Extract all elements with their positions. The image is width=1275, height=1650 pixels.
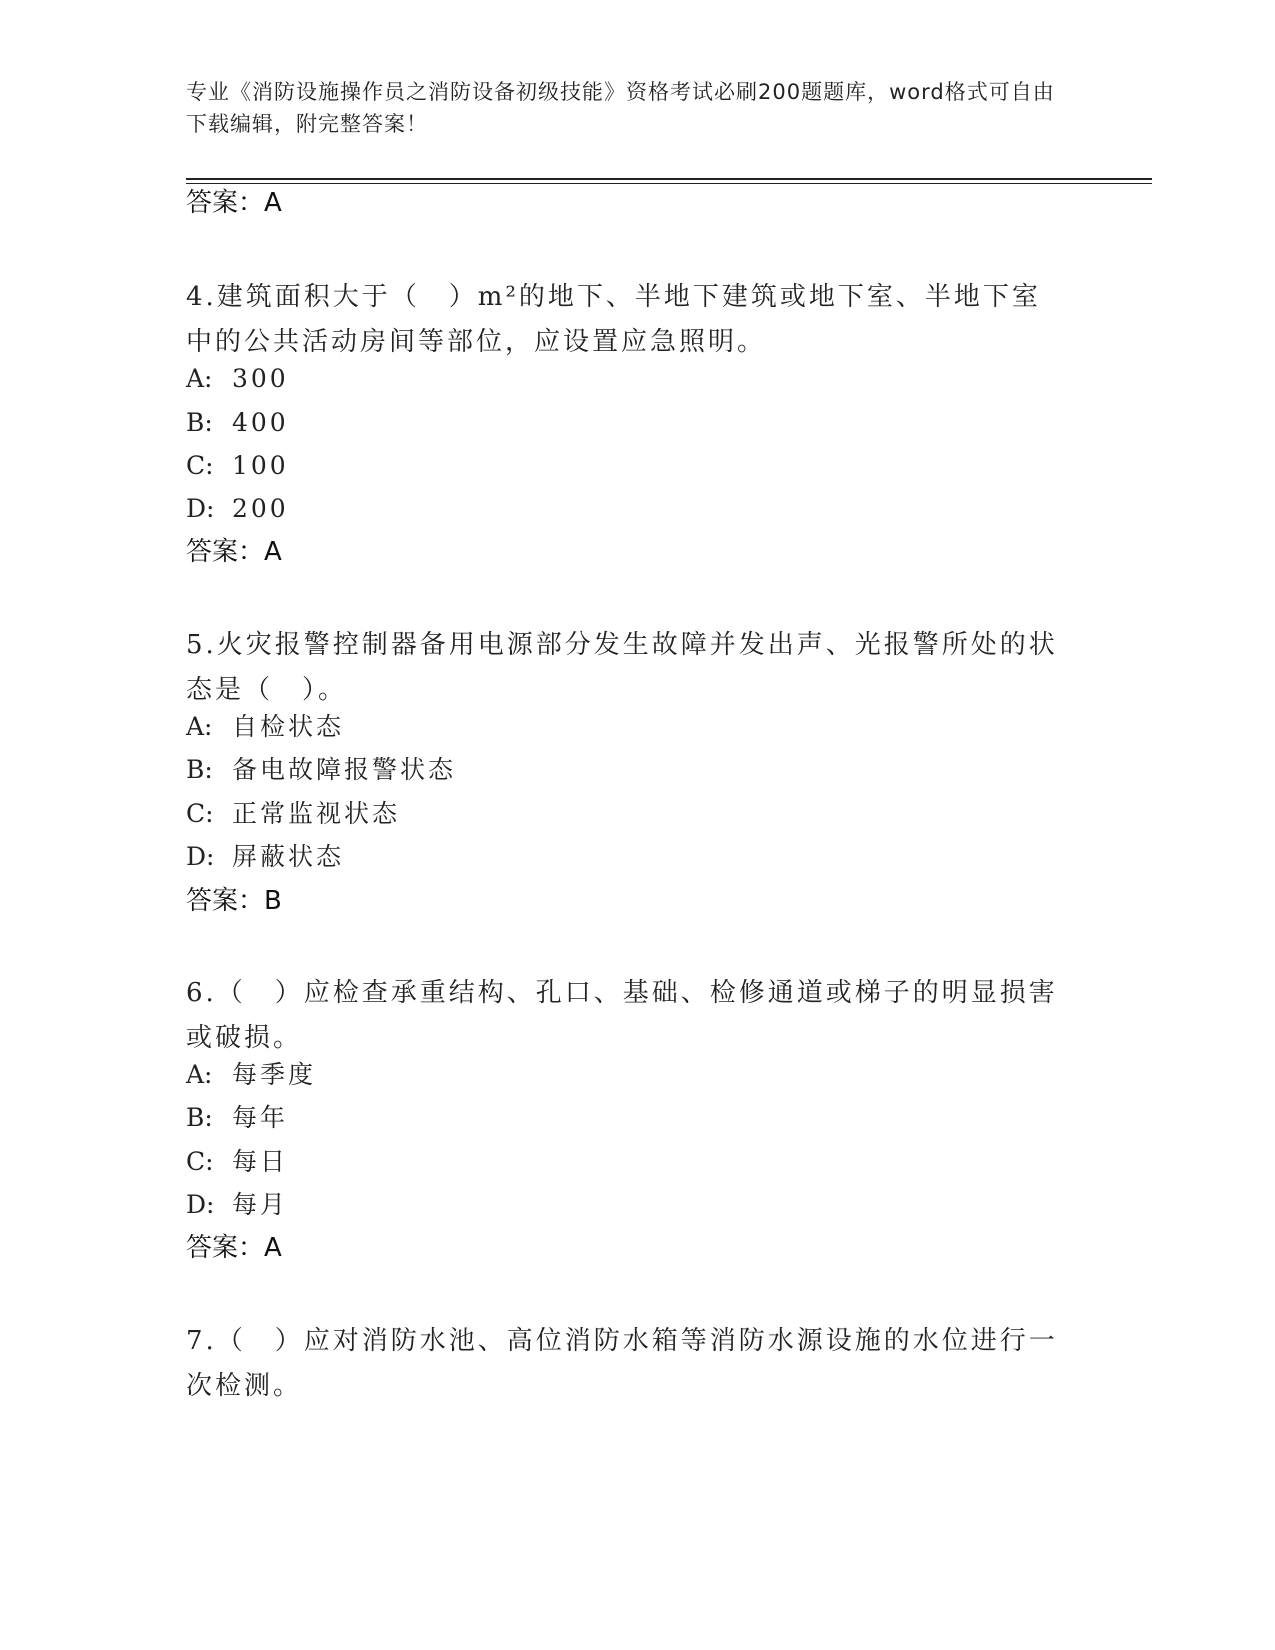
option-key: A:: [186, 712, 213, 741]
question-4-option-c: [186, 449, 289, 483]
question-6-stem: 6.（ ）应检查承重结构、孔口、基础、检修通道或梯子的明显损害或破损。: [186, 978, 1058, 1053]
question-5-answer: 答案：B: [186, 886, 282, 916]
option-text: 每季度: [232, 1060, 317, 1089]
option-key: A:: [186, 1060, 213, 1089]
option-key: C:: [186, 1147, 214, 1176]
document-header: 专业《消防设施操作员之消防设备初级技能》资格考试必刷200题题库，word格式可自由下载编辑，附完整答案！: [186, 80, 1055, 136]
option-key: B:: [186, 755, 213, 784]
header-divider-thin: [186, 183, 1152, 184]
question-5-option-b: [186, 753, 456, 787]
option-key: A:: [186, 364, 213, 393]
option-text: 每年: [232, 1103, 289, 1132]
question-4-answer: 答案：A: [186, 537, 282, 567]
option-text: 自检状态: [232, 712, 345, 741]
option-text: 200: [232, 494, 289, 523]
header-divider: [186, 178, 1152, 180]
question-6-option-c: [186, 1145, 288, 1179]
option-text: 每日: [232, 1147, 289, 1176]
option-key: D:: [186, 842, 215, 871]
question-6-option-b: [186, 1101, 288, 1135]
question-6-option-d: [186, 1188, 288, 1222]
option-text: 400: [232, 408, 289, 437]
option-key: B:: [186, 408, 213, 437]
question-5-option-c: [186, 797, 400, 831]
question-4-option-b: [186, 406, 289, 440]
question-4-option-d: [186, 492, 289, 526]
option-text: 正常监视状态: [232, 799, 401, 828]
option-key: C:: [186, 799, 214, 828]
option-key: D:: [186, 1190, 215, 1219]
question-5-stem: 5.火灾报警控制器备用电源部分发生故障并发出声、光报警所处的状态是（ ）。: [186, 630, 1058, 705]
option-text: 每月: [232, 1190, 289, 1219]
question-5-option-a: [186, 710, 344, 744]
question-4-option-a: [186, 362, 289, 396]
option-text: 备电故障报警状态: [232, 755, 457, 784]
option-key: B:: [186, 1103, 213, 1132]
question-4-stem: 4.建筑面积大于（ ）m²的地下、半地下建筑或地下室、半地下室中的公共活动房间等部位，应设置应急照明。: [186, 282, 1041, 357]
option-key: C:: [186, 451, 214, 480]
question-6-answer: 答案：A: [186, 1233, 282, 1263]
previous-answer: 答案：A: [186, 188, 282, 218]
option-key: D:: [186, 494, 215, 523]
option-text: 300: [232, 364, 289, 393]
question-6-option-a: [186, 1058, 316, 1092]
option-text: 屏蔽状态: [232, 842, 345, 871]
question-5-option-d: [186, 840, 344, 874]
option-text: 100: [232, 451, 289, 480]
question-7-stem: 7.（ ）应对消防水池、高位消防水箱等消防水源设施的水位进行一次检测。: [186, 1326, 1058, 1401]
